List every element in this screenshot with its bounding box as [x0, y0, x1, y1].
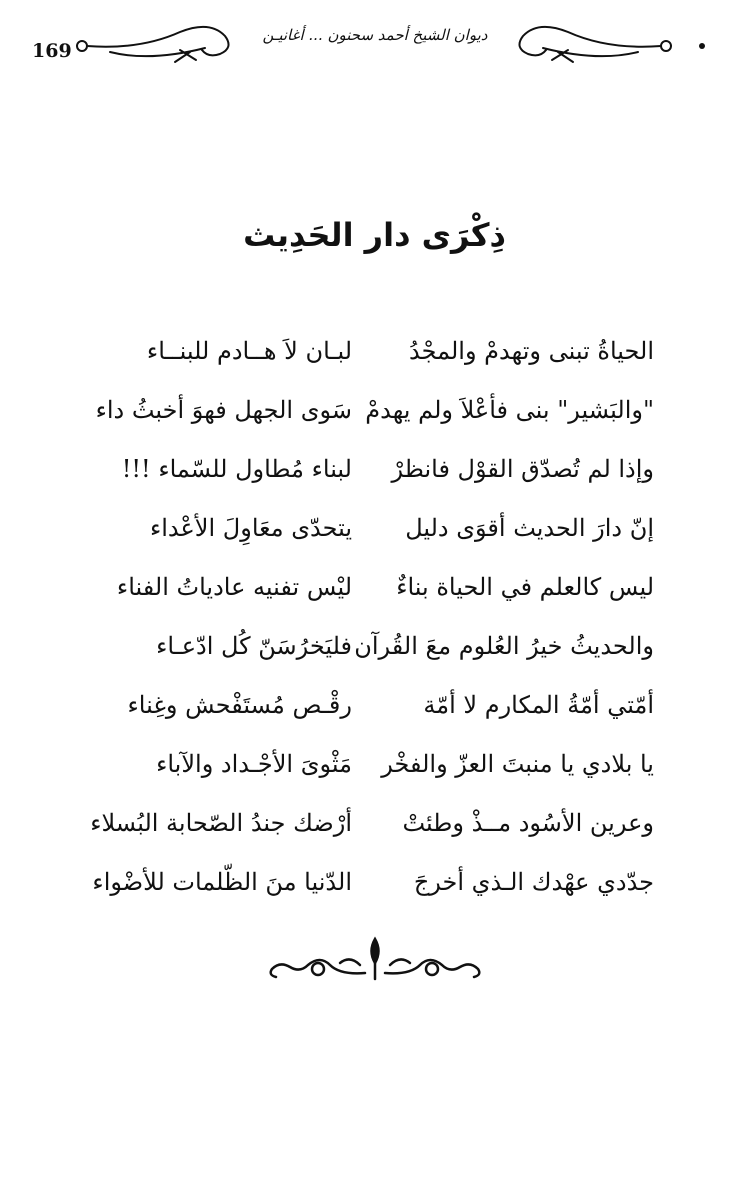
verse-second-hemistich: سَوى الجهل فهوَ أخبثُ داء [95, 396, 352, 424]
verse-first-hemistich: إنّ دارَ الحديث أقوَى دليل [405, 514, 654, 542]
verse-second-hemistich: يتحدّى معَاوِلَ الأعْداء [149, 514, 352, 542]
verse-second-hemistich: رقْـص مُستَفْحش وغِناء [127, 691, 352, 719]
verse-first-hemistich: ليس كالعلم في الحياة بناءٌ [396, 573, 654, 601]
page-header [20, 22, 729, 82]
verse-9 [0, 802, 749, 861]
verse-first-hemistich: الحياةُ تبنى وتهدمْ والمجْدُ [409, 337, 654, 365]
verse-second-hemistich: أرْضك جندُ الصّحابة البُسلاء [90, 809, 352, 837]
running-title: ديوان الشيخ أحمد سحنون ... أغانيـن [262, 26, 488, 44]
page-number: 169 [32, 40, 72, 62]
verse-second-hemistich: لبـان لاَ هــادم للبنــاء [146, 337, 352, 365]
verse-4 [0, 507, 749, 566]
verse-10 [0, 861, 749, 920]
verse-8 [0, 743, 749, 802]
verse-second-hemistich: فليَخرُسَنّ كُل ادّعـاء [156, 632, 352, 660]
verse-first-hemistich: وعرين الأسُود مــذْ وطئتْ [402, 809, 654, 837]
poem-title: ذِكْرَى دار الحَدِيث [243, 216, 506, 254]
verse-first-hemistich: أمّتي أمّةُ المكارم لا أمّة [423, 691, 654, 719]
verse-1 [0, 330, 749, 389]
poem-verses [0, 330, 749, 920]
verse-3 [0, 448, 749, 507]
closing-ornament [260, 935, 490, 985]
verse-second-hemistich: لبناء مُطاول للسّماء !!! [121, 455, 352, 483]
verse-5 [0, 566, 749, 625]
verse-6 [0, 625, 749, 684]
verse-first-hemistich: "والبَشير" بنى فأعْلاَ ولم يهدمْ [365, 396, 654, 424]
verse-7 [0, 684, 749, 743]
verse-first-hemistich: والحديثُ خيرُ العُلوم معَ القُرآن [354, 632, 654, 660]
verse-first-hemistich: جدّدي عهْدك الـذي أخرجَ [413, 868, 654, 896]
verse-second-hemistich: ليْس تفنيه عادياتُ الفناء [116, 573, 352, 601]
verse-second-hemistich: مَثْوىَ الأجْـداد والآباء [156, 750, 352, 778]
verse-first-hemistich: وإذا لم تُصدّق القوْل فانظرْ [391, 455, 654, 483]
verse-second-hemistich: الدّنيا منَ الظّلمات للأضْواء [92, 868, 352, 896]
verse-first-hemistich: يا بلادي يا منبتَ العزّ والفخْر [381, 750, 654, 778]
verse-2 [0, 389, 749, 448]
